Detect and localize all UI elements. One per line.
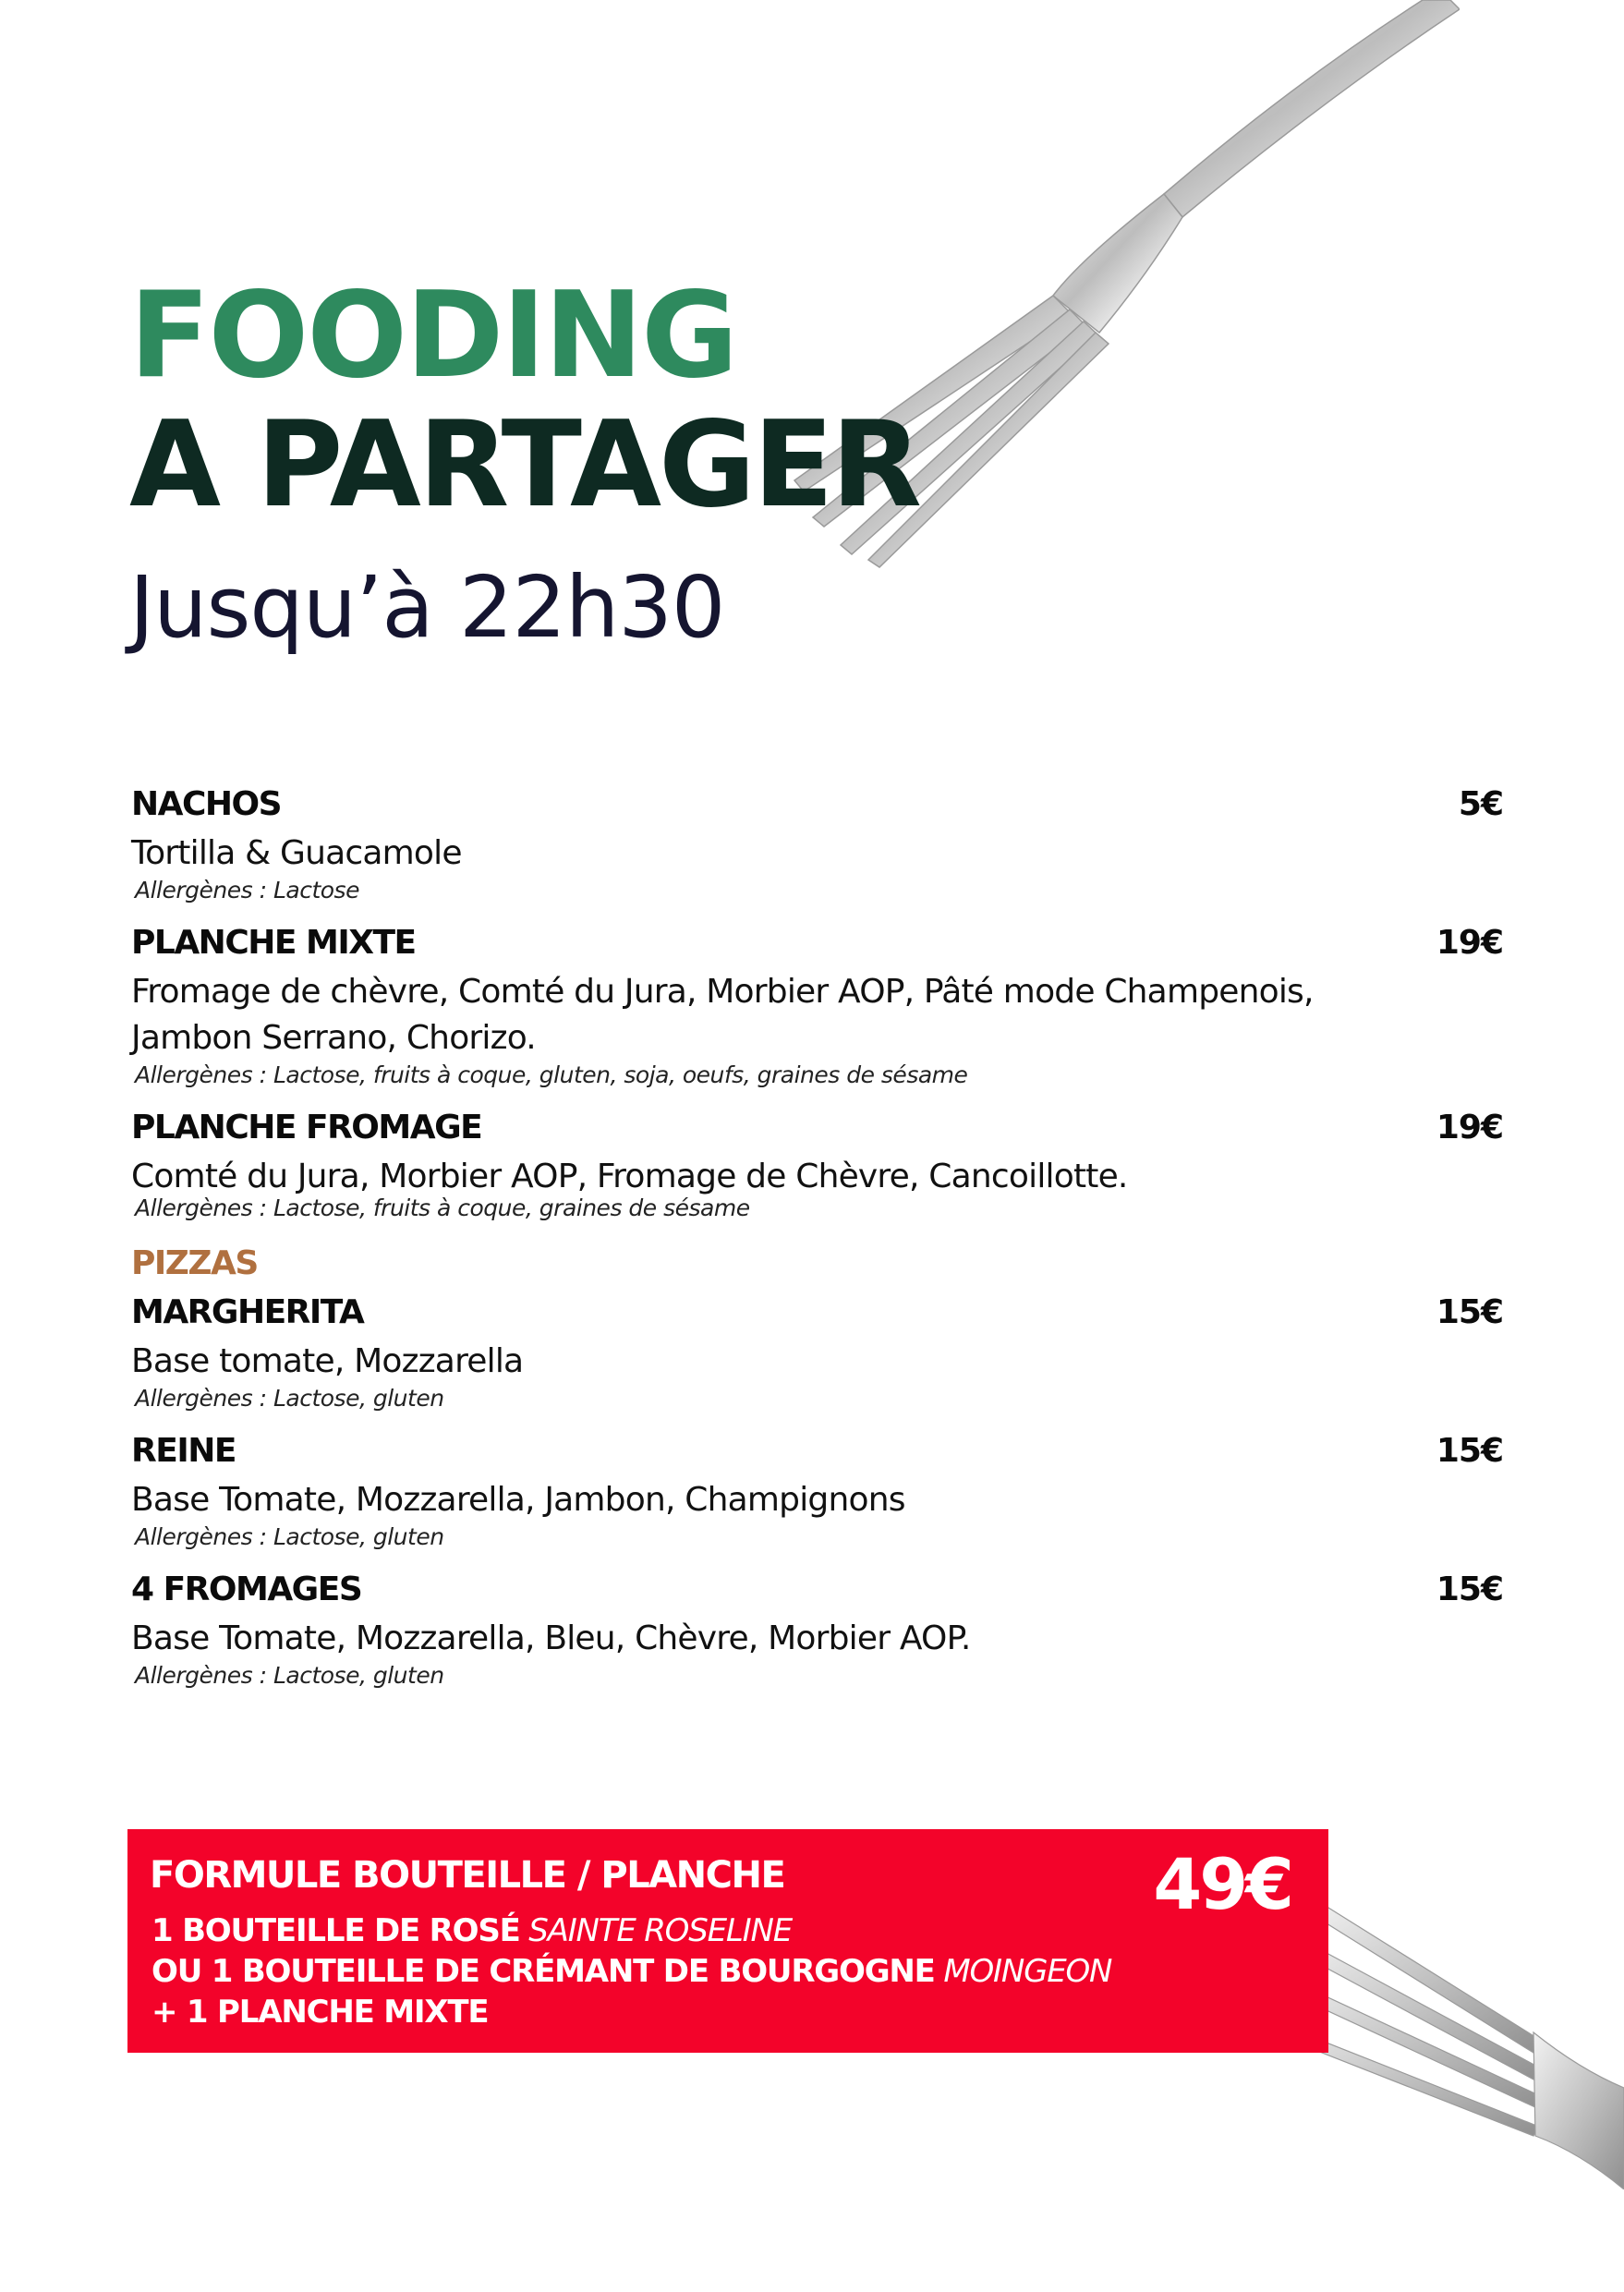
item-description: Base Tomate, Mozzarella, Jambon, Champignons (131, 1481, 905, 1519)
item-allergens: Allergènes : Lactose (135, 877, 359, 903)
page-subtitle: Jusqu’à 22h30 (129, 558, 725, 657)
promo-title: FORMULE BOUTEILLE / PLANCHE (150, 1854, 785, 1897)
item-name: PLANCHE MIXTE (131, 924, 416, 962)
promo-price: 49€ (1153, 1843, 1291, 1925)
section-heading-pizzas: PIZZAS (131, 1244, 258, 1282)
menu-item-4-fromages (131, 1571, 1503, 1690)
promo-line-1-bold: 1 BOUTEILLE DE ROSÉ (151, 1912, 520, 1949)
item-description: Fromage de chèvre, Comté du Jura, Morbier AOP, Pâté mode Champenois, (131, 973, 1314, 1011)
promo-line-2-italic: MOINGEON (943, 1953, 1112, 1990)
item-description: Tortilla & Guacamole (131, 834, 462, 872)
page-title-line1: FOODING (129, 267, 737, 405)
item-description-line2: Jambon Serrano, Chorizo. (131, 1019, 536, 1057)
item-price: 15€ (1436, 1293, 1503, 1331)
item-name: MARGHERITA (131, 1293, 364, 1331)
promo-line-3 (151, 1992, 488, 2032)
promo-line-3-bold: + 1 PLANCHE MIXTE (151, 1994, 489, 2031)
promo-line-1 (151, 1910, 792, 1951)
menu-item-nachos (131, 786, 1503, 904)
item-name: REINE (131, 1432, 236, 1470)
page-title-line2: A PARTAGER (129, 396, 920, 534)
menu-item-planche-mixte (131, 925, 1503, 1089)
item-name: 4 FROMAGES (131, 1570, 362, 1608)
promo-box (127, 1829, 1328, 2053)
item-price: 19€ (1436, 1109, 1503, 1146)
item-allergens: Allergènes : Lactose, fruits à coque, gluten, soja, oeufs, graines de sésame (135, 1061, 968, 1088)
item-name: NACHOS (131, 785, 282, 823)
item-description: Base Tomate, Mozzarella, Bleu, Chèvre, Morbier AOP. (131, 1619, 971, 1657)
item-allergens: Allergènes : Lactose, gluten (135, 1523, 444, 1550)
menu-item-margherita (131, 1294, 1503, 1413)
item-allergens: Allergènes : Lactose, fruits à coque, graines de sésame (135, 1195, 750, 1221)
item-price: 15€ (1436, 1570, 1503, 1608)
promo-line-2 (151, 1951, 1111, 1992)
menu-item-reine (131, 1433, 1503, 1551)
menu-item-planche-fromage (131, 1110, 1503, 1222)
promo-line-1-italic: SAINTE ROSELINE (528, 1912, 792, 1949)
item-price: 19€ (1436, 924, 1503, 962)
promo-line-2-bold: OU 1 BOUTEILLE DE CRÉMANT DE BOURGOGNE (151, 1953, 935, 1990)
item-description: Base tomate, Mozzarella (131, 1342, 524, 1380)
item-price: 5€ (1458, 785, 1503, 823)
item-description: Comté du Jura, Morbier AOP, Fromage de Chèvre, Cancoillotte. (131, 1158, 1128, 1195)
item-allergens: Allergènes : Lactose, gluten (135, 1385, 444, 1412)
item-allergens: Allergènes : Lactose, gluten (135, 1662, 444, 1689)
item-price: 15€ (1436, 1432, 1503, 1470)
item-name: PLANCHE FROMAGE (131, 1109, 482, 1146)
